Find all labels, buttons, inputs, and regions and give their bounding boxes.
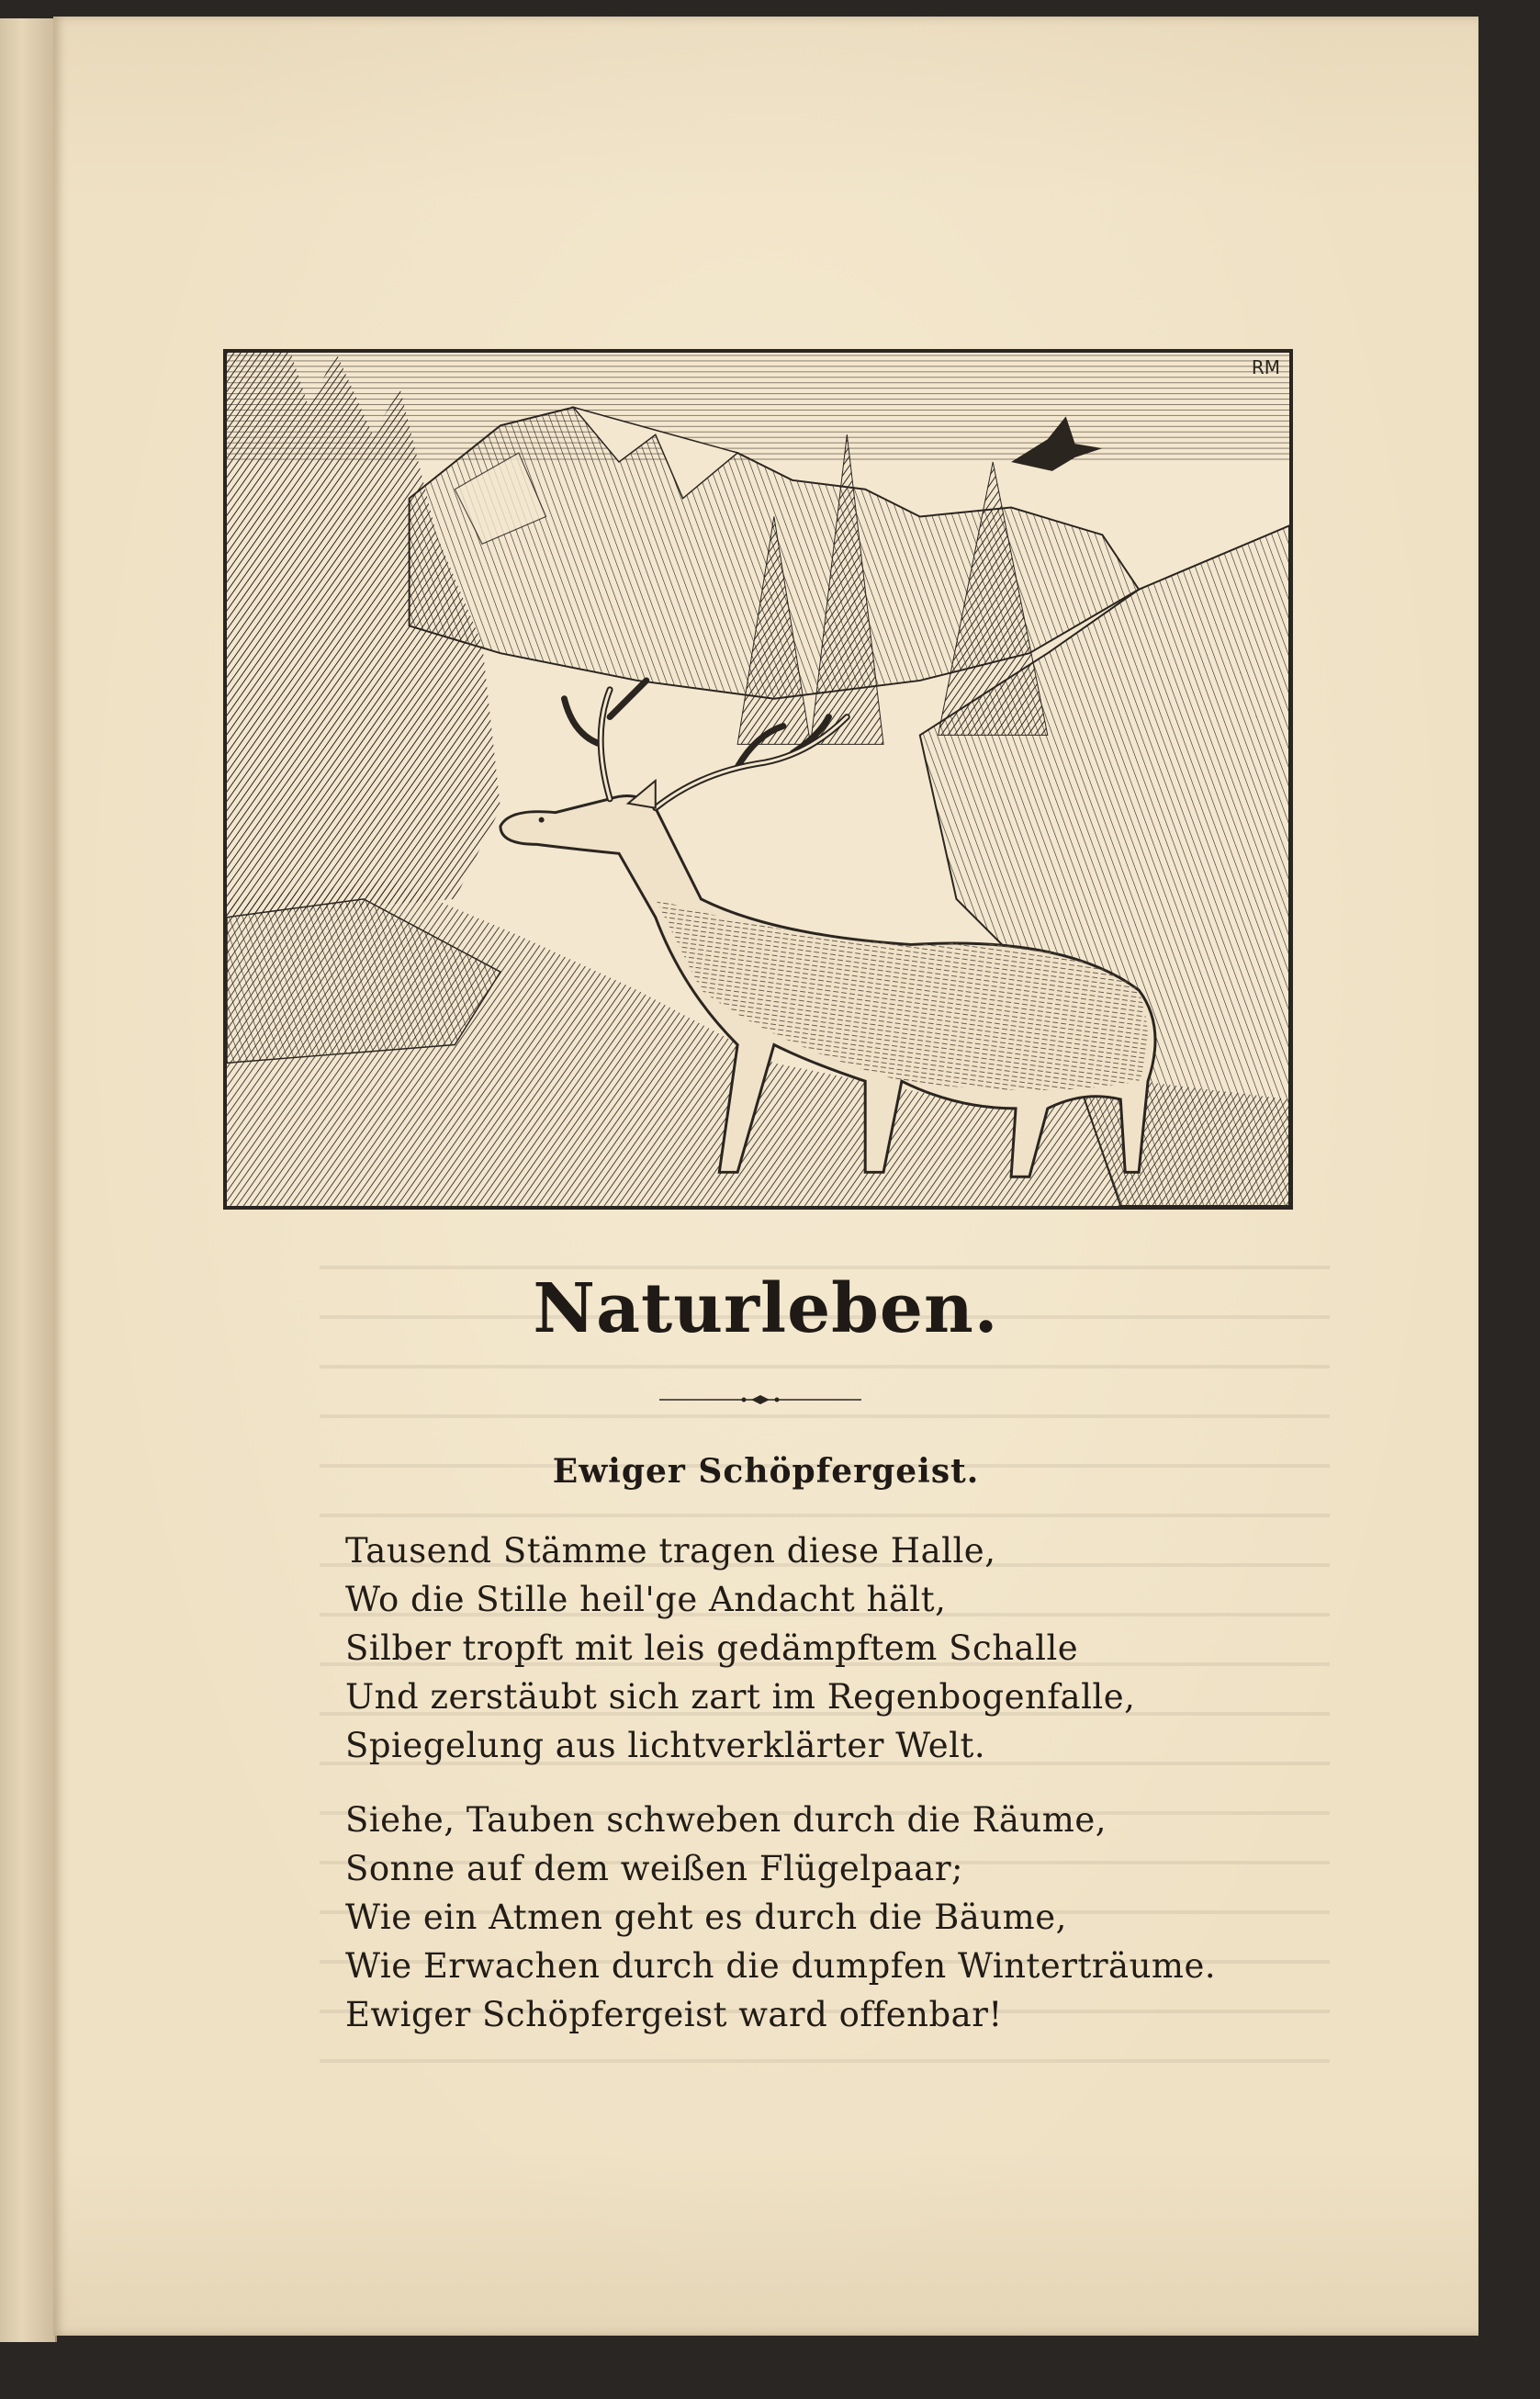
poem-line: Sonne auf dem weißen Flügelpaar;	[345, 1849, 964, 1888]
chapter-title: Naturleben.	[533, 1269, 999, 1348]
artist-monogram: RM	[1251, 356, 1280, 378]
facing-page-edge	[0, 18, 57, 2342]
poem-line: Silber tropft mit leis gedämpftem Schalle	[345, 1628, 1079, 1668]
book-page	[53, 17, 1478, 2336]
poem-line: Wie ein Atmen geht es durch die Bäume,	[345, 1898, 1067, 1937]
stag-engraving	[227, 353, 1289, 1206]
title-ornament	[659, 1394, 861, 1405]
poem-line: Und zerstäubt sich zart im Regenbogenfalle,	[345, 1677, 1136, 1717]
poem-line: Siehe, Tauben schweben durch die Räume,	[345, 1800, 1107, 1840]
poem-line: Wie Erwachen durch die dumpfen Winterträume.	[345, 1946, 1217, 1986]
poem-line: Tausend Stämme tragen diese Halle,	[345, 1531, 996, 1571]
poem-line: Wo die Stille heil'ge Andacht hält,	[345, 1580, 947, 1619]
poem-stanza-2	[345, 1796, 1216, 2039]
poem-line: Ewiger Schöpfergeist ward offenbar!	[345, 1995, 1003, 2034]
stag-illustration	[223, 349, 1293, 1210]
poem-stanza-1	[345, 1526, 1135, 1770]
poem-title: Ewiger Schöpfergeist.	[552, 1452, 980, 1491]
poem-line: Spiegelung aus lichtverklärter Welt.	[345, 1726, 986, 1765]
